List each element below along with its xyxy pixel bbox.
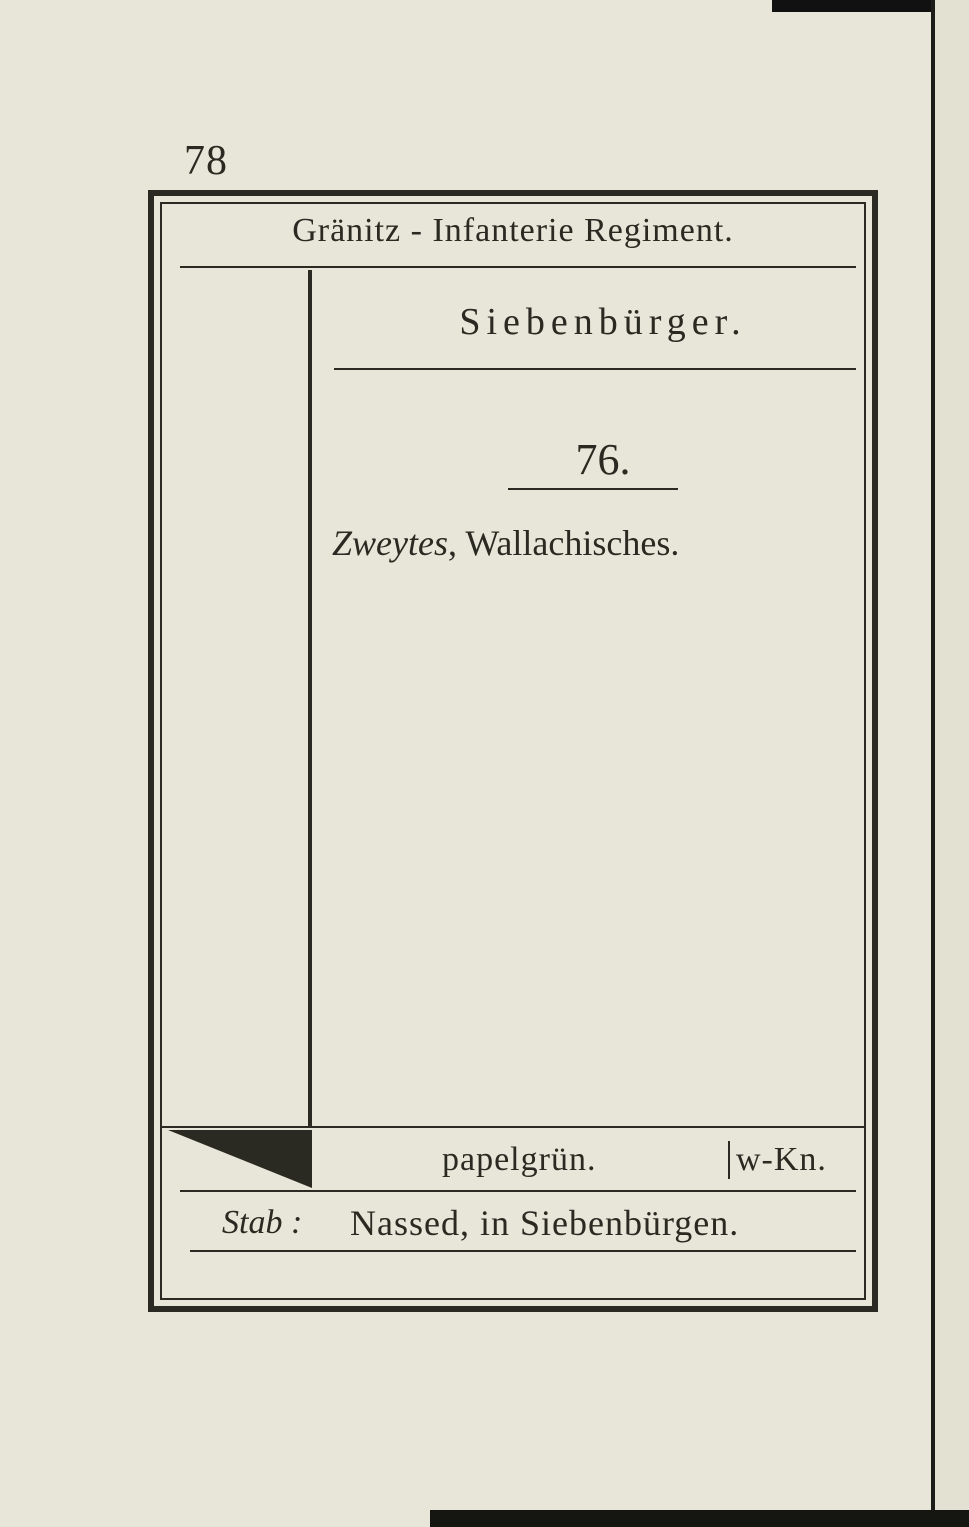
title-divider (180, 266, 856, 268)
uniform-row-bottom-line (180, 1190, 856, 1192)
uniform-color-swatch (168, 1130, 312, 1188)
staff-label: Stab : (222, 1204, 303, 1241)
table-title: Gränitz - Infanterie Regiment. (292, 212, 734, 249)
scan-edge-bottom (430, 1510, 969, 1527)
button-type: w-Kn. (728, 1141, 827, 1179)
scan-edge-right (931, 0, 969, 1527)
facing-color: papelgrün. (442, 1141, 597, 1178)
left-column-divider (308, 270, 312, 1126)
regiment-name (332, 522, 679, 564)
uniform-row-top-line (162, 1126, 864, 1128)
number-underline (508, 488, 678, 490)
regiment-name-rest: , Wallachisches. (447, 523, 680, 563)
regiment-table-inner (160, 202, 866, 1300)
region-name: Siebenbürger. (459, 301, 747, 343)
staff-location: Nassed, in Siebenbürgen. (350, 1203, 740, 1243)
regiment-table (148, 190, 878, 1312)
page-number: 78 (184, 138, 228, 184)
regiment-number: 76. (575, 435, 631, 484)
staff-row-divider (190, 1250, 856, 1252)
region-divider (334, 368, 856, 370)
regiment-ordinal: Zweytes (332, 523, 448, 563)
